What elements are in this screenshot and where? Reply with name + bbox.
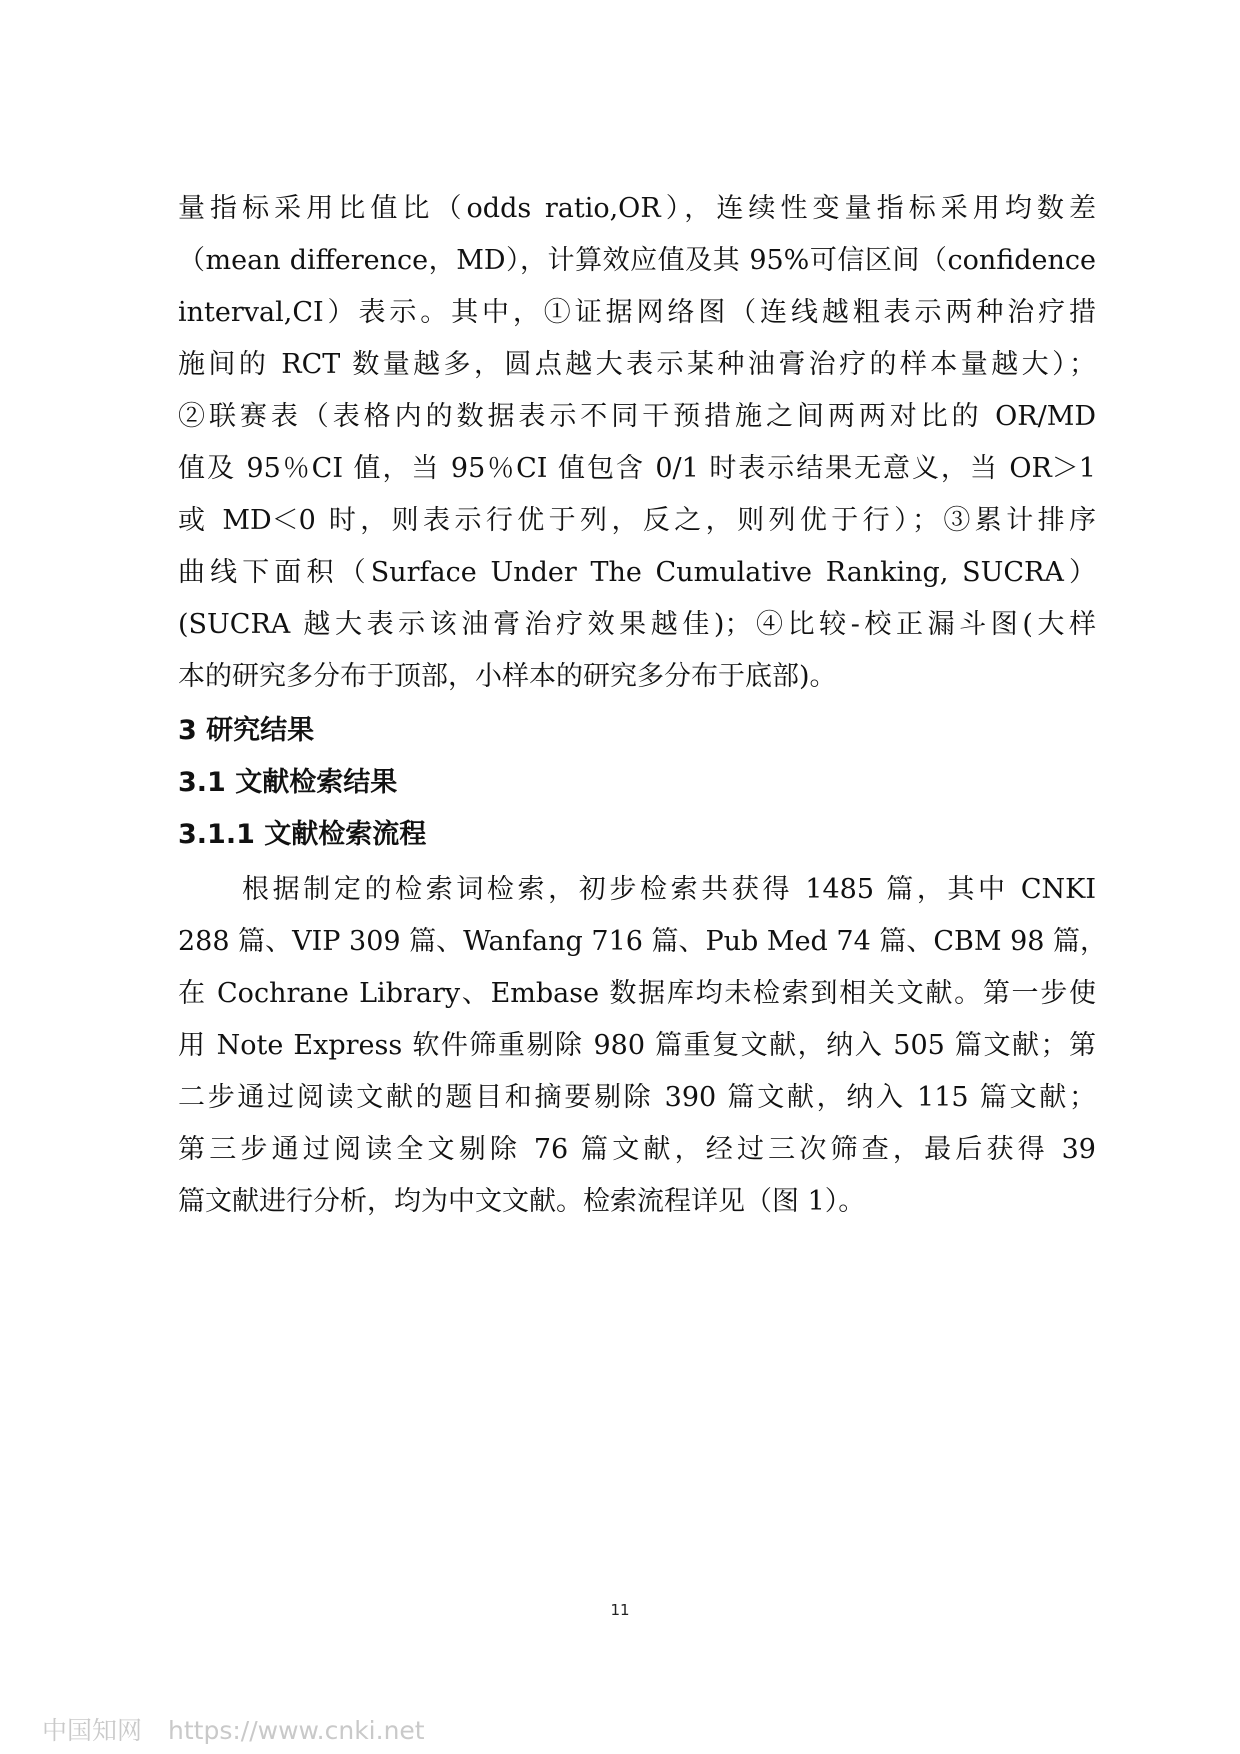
text-line: 篇文献进行分析，均为中文文献。检索流程详见（图 1）。 — [178, 1186, 866, 1217]
text-line: 本的研究多分布于顶部，小样本的研究多分布于底部)。 — [178, 661, 837, 692]
subsubsection-heading-search-process: 3.1.1 文献检索流程 — [178, 819, 427, 850]
section-heading-results: 3 研究结果 — [178, 715, 315, 746]
text-line: (SUCRA 越大表示该油膏治疗效果越佳)；④比较-校正漏斗图(大样 — [178, 609, 1096, 640]
text-line: （mean difference，MD），计算效应值及其 95%可信区间（confidence — [178, 245, 1096, 276]
text-line: 288 篇、VIP 309 篇、Wanfang 716 篇、Pub Med 74 篇、CBM 98 篇， — [178, 926, 1108, 957]
text-line: 施间的 RCT 数量越多，圆点越大表示某种油膏治疗的样本量越大）； — [178, 349, 1096, 380]
subsection-heading-literature-search: 3.1 文献检索结果 — [178, 767, 398, 798]
text-line: 或 MD＜0 时，则表示行优于列，反之，则列优于行）；③累计排序 — [178, 505, 1096, 536]
cnki-url: https://www.cnki.net — [168, 1716, 425, 1745]
text-line: 在 Cochrane Library、Embase 数据库均未检索到相关文献。第一步使 — [178, 978, 1096, 1009]
paragraph-methods — [178, 183, 1096, 703]
text-line: 用 Note Express 软件筛重剔除 980 篇重复文献，纳入 505 篇文献；第 — [178, 1030, 1096, 1061]
text-line: 量指标采用比值比（odds ratio,OR），连续性变量指标采用均数差 — [178, 193, 1096, 224]
text-line: 二步通过阅读文献的题目和摘要剔除 390 篇文献，纳入 115 篇文献； — [178, 1082, 1096, 1113]
text-line: 第三步通过阅读全文剔除 76 篇文献，经过三次筛查，最后获得 39 — [178, 1134, 1096, 1165]
text-line: 曲线下面积（Surface Under The Cumulative Ranking, SUCRA） — [178, 557, 1096, 588]
text-line: ②联赛表（表格内的数据表示不同干预措施之间两两对比的 OR/MD — [178, 401, 1096, 432]
text-line: 值及 95％CI 值，当 95％CI 值包含 0/1 时表示结果无意义，当 OR＞1 — [178, 453, 1096, 484]
paragraph-search-results — [178, 864, 1108, 1228]
text-line: interval,CI）表示。其中，①证据网络图（连线越粗表示两种治疗措 — [178, 297, 1096, 328]
cnki-logo-text: 中国知网 — [42, 1716, 143, 1745]
text-line: 根据制定的检索词检索，初步检索共获得 1485 篇，其中 CNKI — [242, 874, 1096, 905]
cnki-watermark — [42, 1711, 425, 1747]
page-number: 11 — [610, 1601, 630, 1619]
